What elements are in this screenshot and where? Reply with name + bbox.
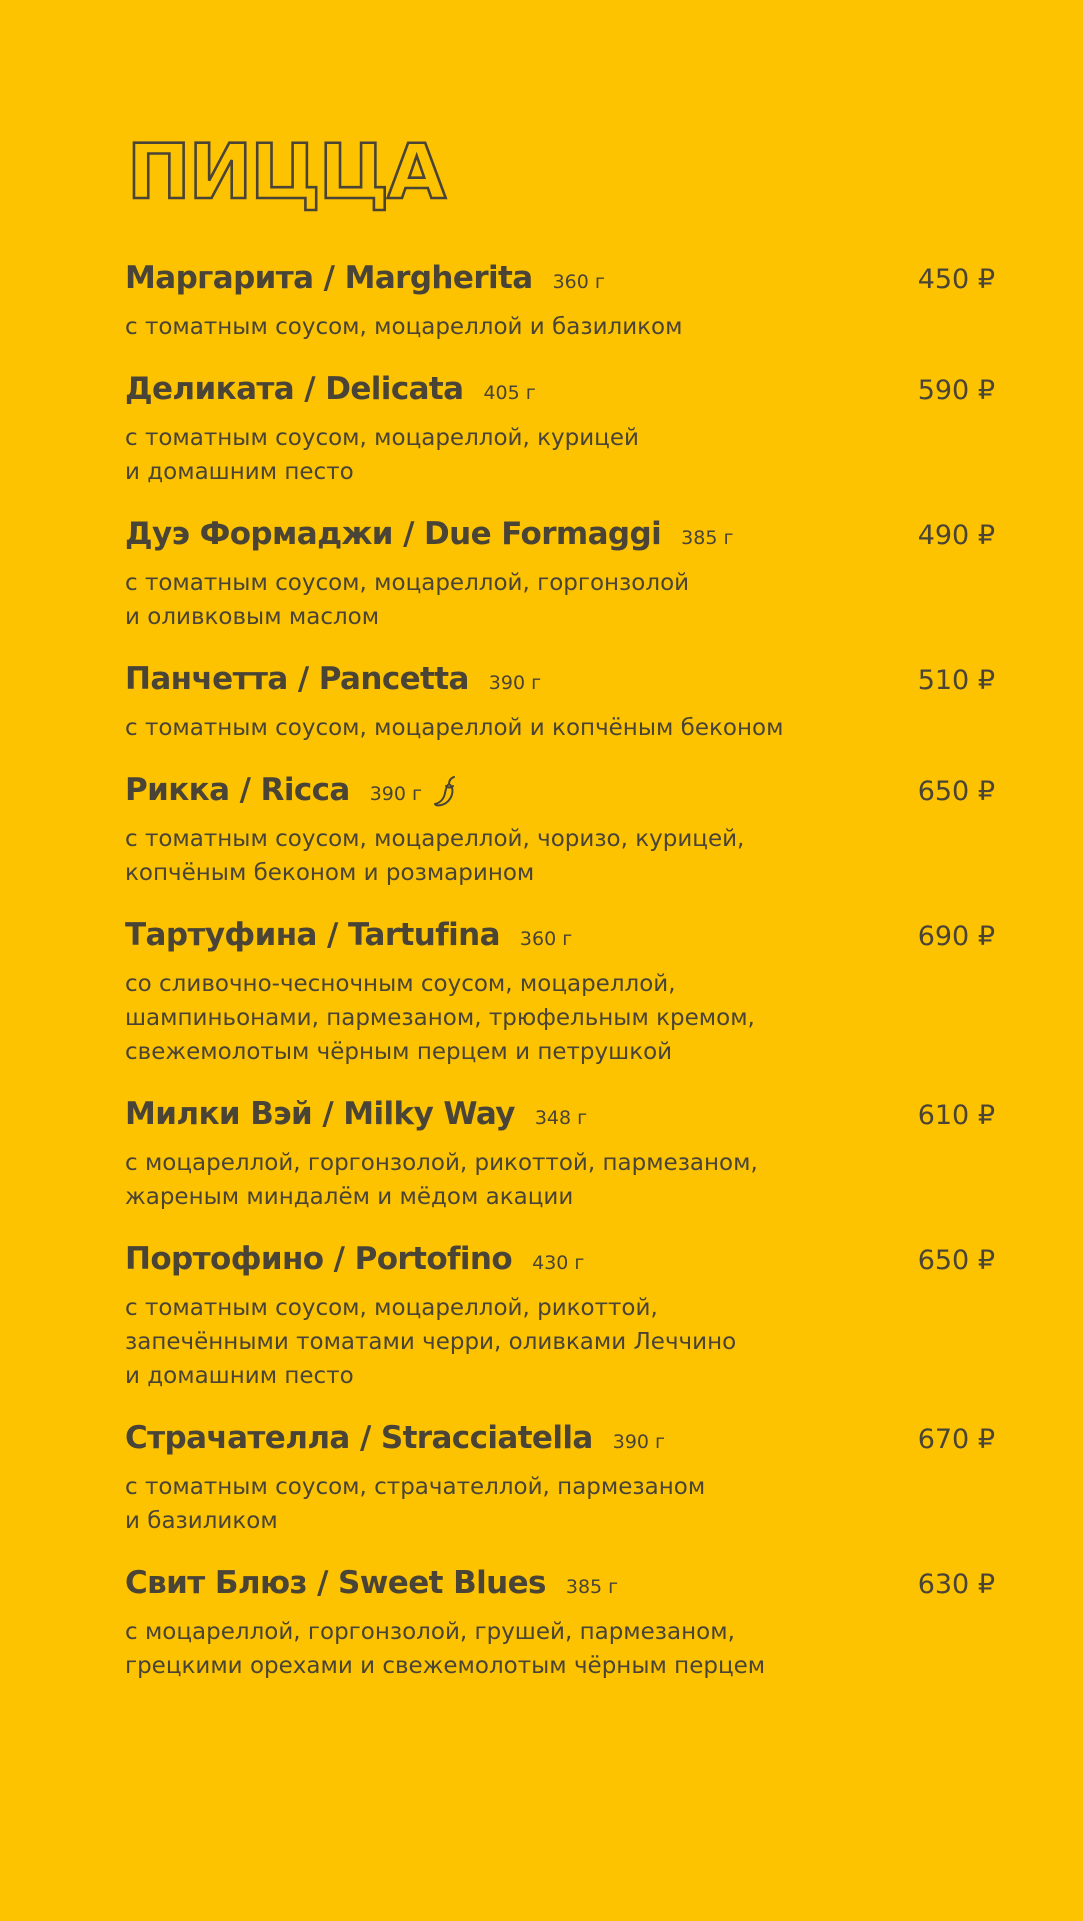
menu-item-description: со сливочно-чесночным соусом, моцареллой, шампиньонами, пармезаном, трюфельным кремом, свежемолотым чёрным перцем и петрушкой [125, 971, 755, 1065]
menu-item-description: с томатным соусом, моцареллой, горгонзолой и оливковым маслом [125, 570, 690, 630]
menu-item-description: с томатным соусом, моцареллой, курицей и домашним песто [125, 425, 639, 485]
menu-item-weight: 385 г [681, 527, 734, 549]
menu-list [125, 260, 995, 1683]
menu-item-description: с томатным соусом, моцареллой, рикоттой, запечёнными томатами черри, оливками Леччино и домашним песто [125, 1295, 737, 1389]
menu-item-header [125, 260, 995, 300]
menu-item-description: с моцареллой, горгонзолой, грушей, пармезаном, грецкими орехами и свежемолотым чёрным перцем [125, 1619, 766, 1679]
menu-item-header [125, 772, 995, 812]
menu-item-name: Тартуфина / Tartufina [125, 917, 500, 953]
menu-item-weight: 430 г [532, 1252, 585, 1274]
menu-item-name: Маргарита / Margherita [125, 260, 533, 296]
menu-section-heading [125, 127, 995, 216]
menu-item-name: Страчателла / Stracciatella [125, 1420, 593, 1456]
chili-pepper-icon [432, 775, 462, 809]
menu-item [125, 260, 995, 344]
menu-item-price: 690 ₽ [917, 921, 995, 952]
menu-item-header [125, 1420, 995, 1460]
menu-item-name: Панчетта / Pancetta [125, 661, 469, 697]
menu-item-price: 650 ₽ [917, 1245, 995, 1276]
menu-item-price: 490 ₽ [917, 520, 995, 551]
menu-item-price: 450 ₽ [917, 264, 995, 295]
menu-item [125, 917, 995, 1069]
menu-item-header [125, 917, 995, 957]
menu-item [125, 1096, 995, 1214]
menu-item-weight: 405 г [483, 382, 536, 404]
menu-item-header [125, 371, 995, 411]
menu-page [125, 127, 995, 1710]
menu-item-header [125, 1241, 995, 1281]
menu-item-description: с моцареллой, горгонзолой, рикоттой, пармезаном, жареным миндалём и мёдом акации [125, 1150, 758, 1210]
menu-item-header [125, 1096, 995, 1136]
menu-item-name: Свит Блюз / Sweet Blues [125, 1565, 546, 1601]
heading-outline-lettering [125, 127, 445, 216]
menu-item [125, 1241, 995, 1393]
menu-item [125, 1565, 995, 1683]
menu-item-header [125, 1565, 995, 1605]
menu-item-weight: 348 г [534, 1107, 588, 1129]
menu-item-weight: 390 г [612, 1431, 666, 1453]
menu-item [125, 371, 995, 489]
menu-item-price: 510 ₽ [917, 665, 995, 696]
menu-item-header [125, 661, 995, 701]
menu-item-description: с томатным соусом, моцареллой, чоризо, курицей, копчёным беконом и розмарином [125, 826, 745, 886]
menu-item [125, 516, 995, 634]
menu-item-name: Рикка / Ricca [125, 772, 350, 808]
menu-item-header [125, 516, 995, 556]
menu-item-price: 670 ₽ [917, 1424, 995, 1455]
menu-item-weight: 360 г [552, 271, 605, 293]
menu-item-name: Деликата / Delicata [125, 371, 464, 407]
menu-item-weight: 385 г [565, 1576, 619, 1598]
menu-item-name: Дуэ Формаджи / Due Formaggi [125, 516, 662, 552]
menu-item-name: Портофино / Portofino [125, 1241, 513, 1277]
menu-item [125, 661, 995, 745]
heading-text: ПИЦЦА [127, 127, 445, 216]
menu-item-weight: 360 г [519, 928, 573, 950]
menu-item-name: Милки Вэй / Milky Way [125, 1096, 515, 1132]
menu-item-description: с томатным соусом, моцареллой и копчёным беконом [125, 715, 784, 741]
menu-item-description: с томатным соусом, страчателлой, пармезаном и базиликом [125, 1474, 706, 1534]
menu-item-price: 590 ₽ [917, 375, 995, 406]
menu-item-description: с томатным соусом, моцареллой и базиликом [125, 314, 683, 340]
menu-item-price: 630 ₽ [917, 1569, 995, 1600]
menu-item-weight: 390 г [488, 672, 542, 694]
menu-item-price: 650 ₽ [917, 776, 995, 807]
menu-item [125, 772, 995, 890]
menu-item [125, 1420, 995, 1538]
menu-item-weight: 390 г [369, 783, 423, 805]
menu-item-price: 610 ₽ [917, 1100, 995, 1131]
